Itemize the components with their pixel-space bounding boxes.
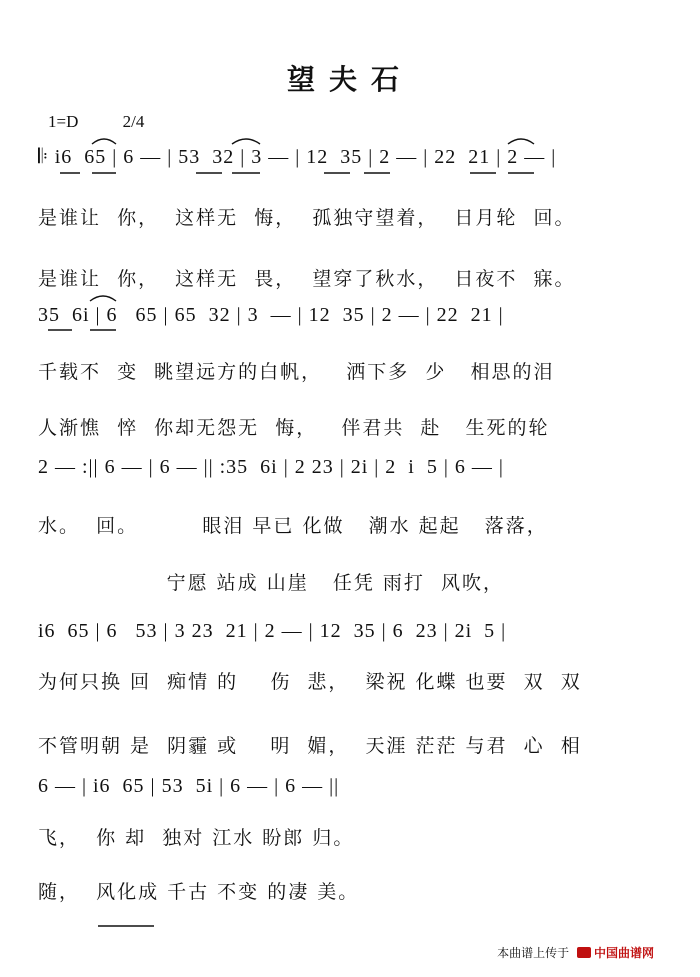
logo-icon [577,947,591,958]
notation-line-1: 𝄆 i6 65 | 6 — | 53 32 | 3 — | 12 35 | 2 — | 22 21 | 2 — | [38,146,557,168]
lyric-line-1b: 是谁让 你， 这样无 畏， 望穿了秋水， 日夜不 寐。 [38,268,576,290]
lyric-line-5b: 随， 风化成 千古 不变 的凄 美。 [38,881,360,903]
notation-line-4: i6 65 | 6 53 | 3 23 21 | 2 — | 12 35 | 6 23 | 2i 5 | [38,620,507,642]
lyric-line-3a: 水。 回。 眼泪 早已 化做 潮水 起起 落落， [38,515,548,537]
footer-credit [497,944,654,961]
lyric-line-5a: 飞， 你 却 独对 江水 盼郎 归。 [38,827,355,849]
lyric-line-4b: 不管明朝 是 阴霾 或 明 媚， 天涯 茫茫 与君 心 相 [38,735,582,757]
key-label: 1=D [48,112,79,131]
meter-label: 2/4 [122,112,145,131]
lyric-line-2b: 人渐憔 悴 你却无怨无 悔， 伴君共 赴 生死的轮 [38,417,550,439]
lyric-line-3b: 宁愿 站成 山崖 任凭 雨打 风吹， [38,572,504,594]
site-logo [577,944,654,961]
lyric-line-1a: 是谁让 你， 这样无 悔， 孤独守望着， 日月轮 回。 [38,207,576,229]
notation-line-5: 6 — | i6 65 | 53 5i | 6 — | 6 — || [38,775,340,797]
lyric-line-2a: 千载不 变 眺望远方的白帆， 洒下多 少 相思的泪 [38,361,555,383]
lyric-line-4a: 为何只换 回 痴情 的 伤 悲， 梁祝 化蝶 也要 双 双 [38,671,582,693]
logo-text: 中国曲谱网 [593,946,654,960]
footer-text: 本曲谱上传于 [497,946,570,960]
notation-line-2: 35 6i | 6 65 | 65 32 | 3 — | 12 35 | 2 — | 22 21 | [38,304,504,326]
notation-line-3: 2 — :|| 6 — | 6 — || :35 6i | 2 23 | 2i | 2 i 5 | 6 — | [38,456,504,478]
score-title: 望夫石 [286,63,413,96]
